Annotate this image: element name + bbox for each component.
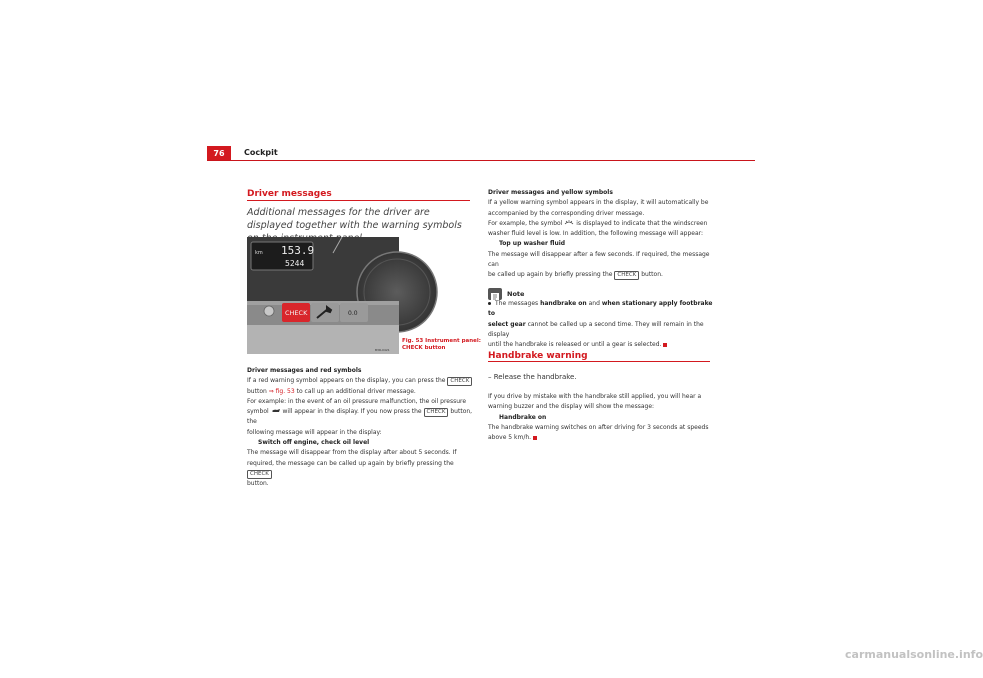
body-text: symbol: [247, 408, 269, 416]
instruction-step: – Release the handbrake.: [488, 373, 577, 381]
body-text: If you drive by mistake with the handbrake still applied, you will hear a: [488, 393, 702, 400]
body-text: button.: [247, 480, 269, 488]
instrument-panel-illustration: [247, 237, 399, 354]
emphasis-text: handbrake on: [540, 300, 587, 307]
figure-caption-line-2: CHECK button: [402, 345, 446, 351]
check-key-label: CHECK: [614, 271, 639, 280]
body-text: required, the message can be called up again by briefly pressing the: [247, 459, 454, 467]
chapter-title: Cockpit: [244, 148, 278, 157]
bullet-icon: [488, 302, 491, 305]
check-key-label: CHECK: [247, 470, 272, 479]
left-body-text: [247, 366, 473, 490]
section-subtitle: Additional messages for the driver are displayed together with the warning symbols: [247, 207, 462, 231]
display-message: Top up washer fluid: [499, 240, 566, 248]
body-text: The handbrake warning switches on after driving for 3 seconds at speeds: [488, 423, 709, 431]
check-key-label: CHECK: [424, 408, 449, 417]
section-divider: [247, 200, 470, 201]
body-text: If a red warning symbol appears on the display, you can press the: [247, 377, 446, 385]
header-divider: [207, 160, 755, 161]
figure-caption: [402, 338, 481, 352]
check-key-label: CHECK: [447, 377, 472, 386]
end-marker-icon: [663, 343, 667, 347]
section-divider: [488, 361, 710, 362]
body-text: For example: in the event of an oil pressure malfunction, the oil pressure: [247, 397, 467, 405]
handbrake-body-text: [488, 392, 714, 443]
figure-code: B3R-0421: [375, 348, 390, 352]
body-text: is displayed to indicate that the windscreen: [576, 219, 708, 227]
body-text: will appear in the display. If you now press the: [282, 408, 422, 416]
body-text: button: [247, 387, 267, 395]
body-text: washer fluid level is low. In addition, the following message will appear:: [488, 230, 704, 238]
body-text: The messages: [495, 300, 539, 307]
body-text: until the handbrake is released or until a gear is selected.: [488, 341, 662, 349]
display-message: Switch off engine, check oil level: [258, 439, 370, 447]
display-message: Handbrake on: [499, 413, 547, 421]
body-text: The message will disappear from the display after about 5 seconds. If: [247, 449, 457, 457]
reset-value: 0.0: [348, 310, 358, 317]
section-title-handbrake: Handbrake warning: [488, 351, 588, 361]
body-text: and: [588, 300, 600, 307]
note-text: [488, 299, 714, 350]
body-text: The message will disappear after a few seconds. If required, the message can: [488, 250, 710, 269]
instrument-panel-figure: [247, 237, 399, 354]
end-marker-icon: [533, 436, 537, 440]
body-text: to call up an additional driver message.: [296, 387, 416, 395]
body-text: following message will appear in the display:: [247, 428, 382, 436]
check-button-label: CHECK: [285, 309, 308, 317]
odometer-unit: km: [255, 250, 263, 256]
figure-caption-line-1: Fig. 53 Instrument panel:: [402, 338, 481, 344]
body-text: If a yellow warning symbol appears in the display, it will automatically be: [488, 199, 709, 207]
emphasis-text: when stationary apply footbrake to: [488, 300, 713, 318]
emphasis-text: select gear: [488, 320, 526, 328]
body-text: accompanied by the corresponding driver message.: [488, 209, 645, 217]
watermark: carmanualsonline.info: [845, 648, 983, 661]
washer-fluid-icon: [564, 220, 574, 225]
right-body-text: [488, 188, 714, 281]
trip-value: 153.9: [281, 244, 315, 257]
section-title-driver-messages: Driver messages: [247, 189, 332, 199]
body-text: warning buzzer and the display will show the message:: [488, 403, 655, 411]
odometer-value: 5244: [285, 259, 305, 268]
note-label: Note: [507, 290, 525, 298]
body-text: cannot be called up a second time. They will remain in the display: [488, 320, 704, 338]
figure-reference-link[interactable]: ⇒ fig. 53: [268, 387, 295, 395]
body-text: button.: [641, 271, 663, 279]
body-text: be called up again by briefly pressing the: [488, 271, 613, 279]
page-number: 76: [207, 146, 231, 161]
body-text: button, the: [247, 408, 473, 426]
body-text: For example, the symbol: [488, 219, 563, 227]
body-text: above 5 km/h.: [488, 434, 532, 442]
red-symbols-heading: Driver messages and red symbols: [247, 367, 362, 374]
oil-pressure-icon: [271, 408, 281, 413]
yellow-symbols-heading: Driver messages and yellow symbols: [488, 189, 613, 196]
